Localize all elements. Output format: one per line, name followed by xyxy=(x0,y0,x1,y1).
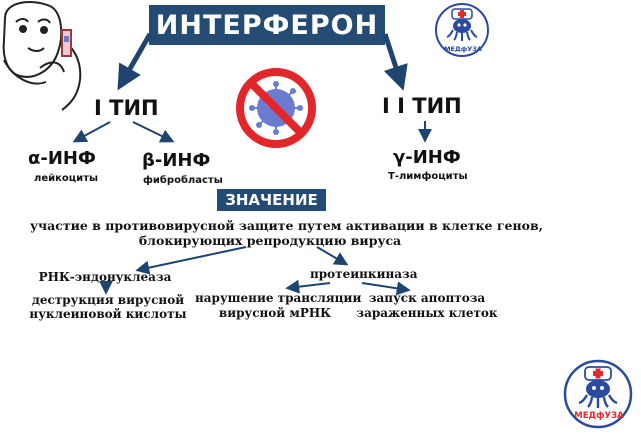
thinking-face-icon xyxy=(4,2,81,110)
page-title: ИНТЕРФЕРОН xyxy=(149,5,385,45)
arrow-to-beta xyxy=(133,122,172,141)
no-virus-icon xyxy=(240,72,312,144)
pkinase-label: протеинкиназа xyxy=(310,267,418,281)
logo-text: МЕДфУЗА xyxy=(444,45,482,53)
pkinase-effect2-line1: запуск апоптоза xyxy=(368,291,486,305)
pkinase-effect2-line2: зараженных клеток xyxy=(356,306,498,320)
arrow-to-alpha xyxy=(75,122,110,141)
beta-ifn-label: β-ИНФ xyxy=(142,150,211,171)
type1-heading: I ТИП xyxy=(94,96,159,120)
arrow-to-rnase xyxy=(138,247,246,270)
arrow-to-effect1 xyxy=(288,283,330,288)
type2-heading: I I ТИП xyxy=(382,94,462,118)
pkinase-effect1-line1: нарушение трансляции xyxy=(195,291,362,305)
meaning-line1: участие в противовирусной защите путем активации в клетке генов, xyxy=(30,218,543,233)
logo-text-bottom: МЕДфУЗА xyxy=(574,411,624,421)
beta-ifn-cells: фибробласты xyxy=(143,175,223,186)
rnase-label: РНК-эндонуклеаза xyxy=(38,270,172,284)
arrow-to-type2 xyxy=(385,34,402,86)
gamma-ifn-label: γ-ИНФ xyxy=(393,147,461,168)
pkinase-effect1-line2: вирусной мРНК xyxy=(218,306,332,320)
arrow-to-type1 xyxy=(120,34,150,86)
rnase-effect-line1: деструкция вирусной xyxy=(31,293,185,307)
gamma-ifn-cells: Т-лимфоциты xyxy=(388,171,468,182)
meaning-label: ЗНАЧЕНИЕ xyxy=(217,189,326,211)
meaning-line2: блокирующих репродукцию вируса xyxy=(138,233,402,248)
rnase-effect-line2: нуклеиновой кислоты xyxy=(29,307,187,321)
alpha-ifn-cells: лейкоциты xyxy=(34,173,99,184)
arrow-to-pkinase xyxy=(317,247,346,264)
alpha-ifn-label: α-ИНФ xyxy=(28,148,96,169)
arrow-to-effect2 xyxy=(362,283,408,290)
